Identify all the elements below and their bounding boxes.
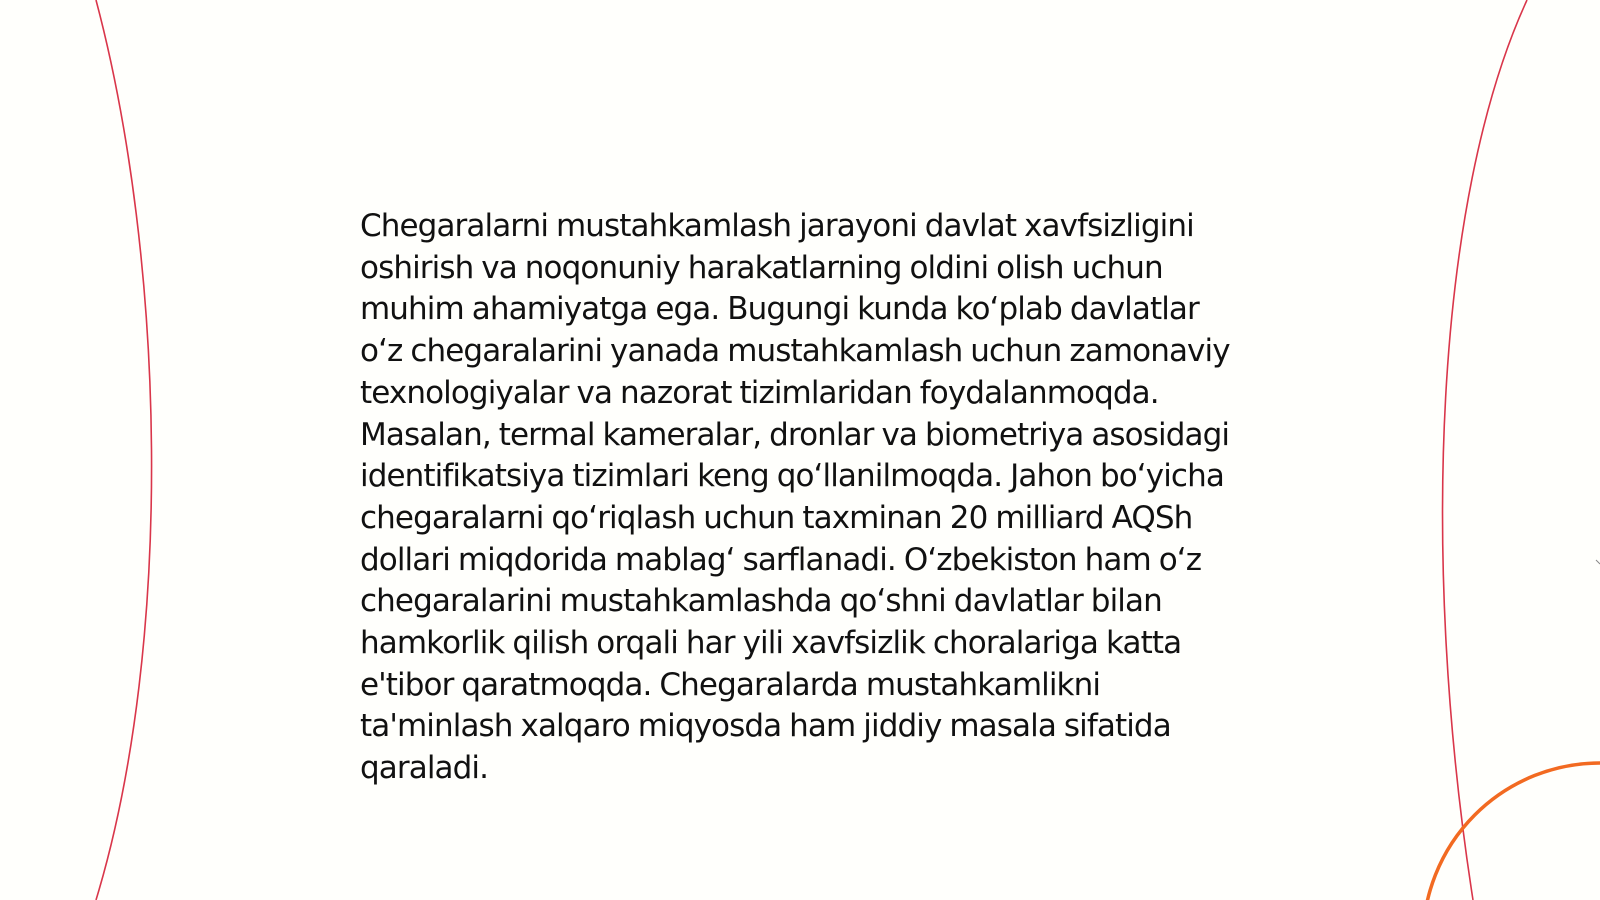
right-edge-tick: [1596, 560, 1600, 564]
left-curve: [96, 0, 152, 900]
body-paragraph: Chegaralarni mustahkamlash jarayoni davlat xavfsizligini oshirish va noqonuniy harakatlarning oldini olish uchun muhim ahamiyatga ega. Bugungi kunda koʻplab davlatlar oʻz chegaralarini yanada mustahkamlash uchun zamonaviy texnologiyalar va nazorat tizimlaridan foydalanmoqda. Masalan, termal kameralar, dronlar va biometriya asosidagi identifikatsiya tizimlari keng qoʻllanilmoqda. Jahon boʻyicha chegaralarni qoʻriqlash uchun taxminan 20 milliard AQSh dollari miqdorida mablagʻ sarflanadi. Oʻzbekiston ham oʻz chegaralarini mustahkamlashda qoʻshni davlatlar bilan hamkorlik qilish orqali har yili xavfsizlik choralariga katta e'tibor qaratmoqda. Chegaralarda mustahkamlikni ta'minlash xalqaro miqyosda ham jiddiy masala sifatida qaraladi.: [360, 208, 1230, 787]
right-curve: [1443, 0, 1527, 900]
orange-accent-arc: [1423, 763, 1600, 900]
